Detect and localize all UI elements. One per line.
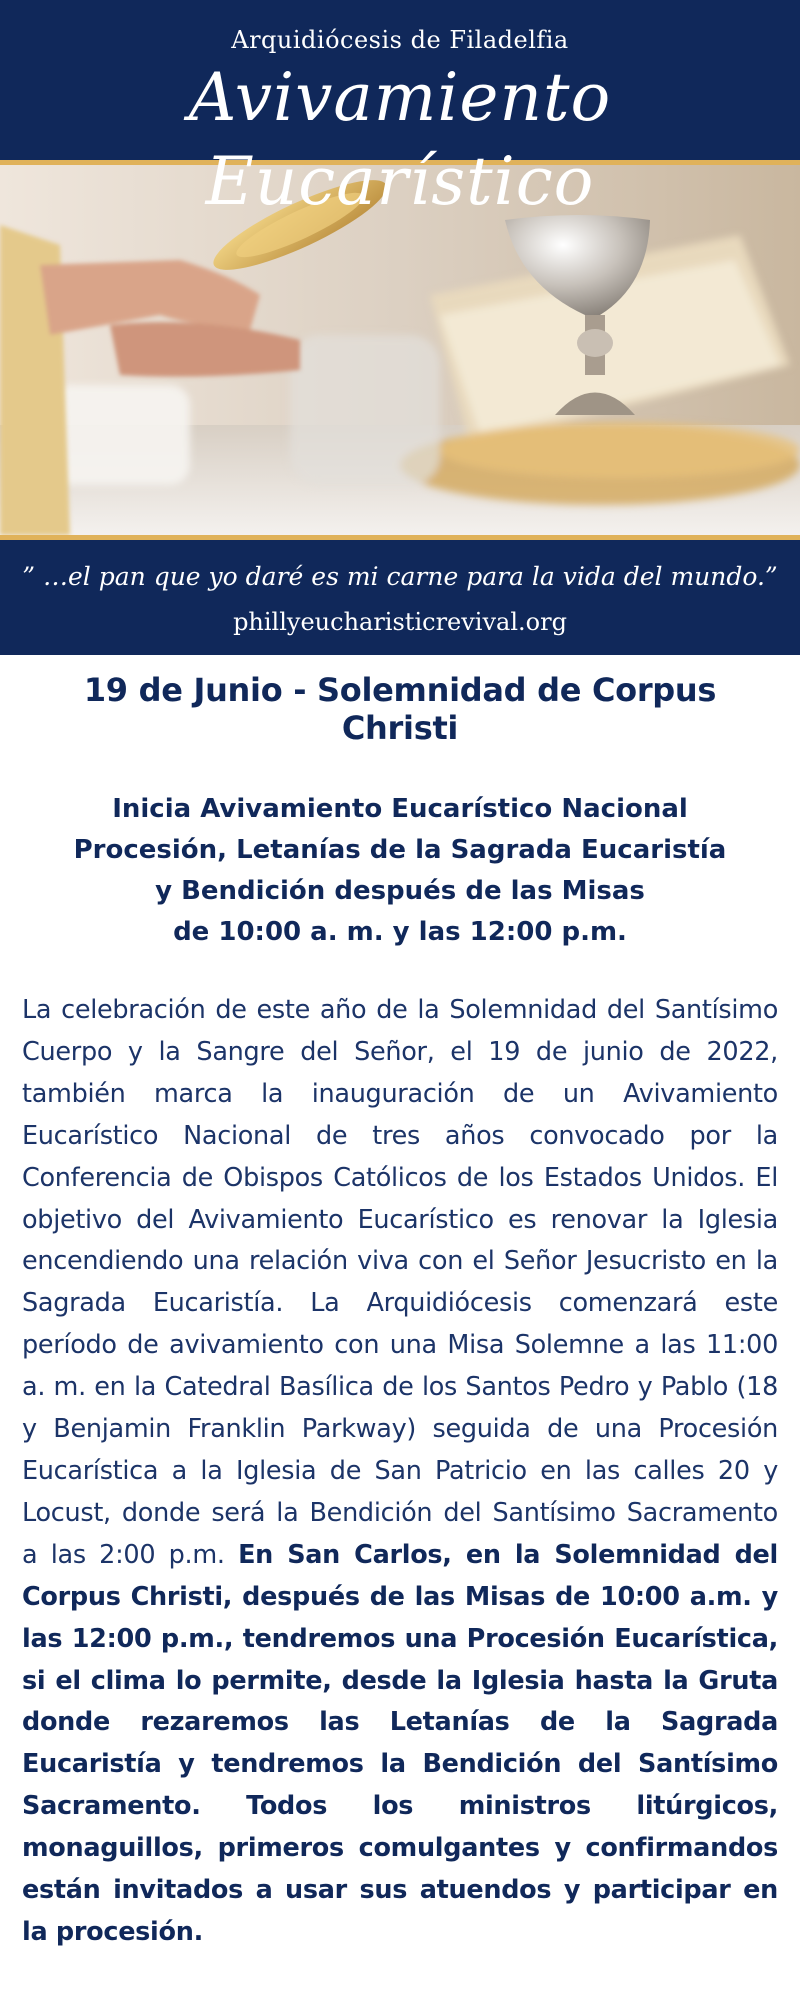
subhead-line: Inicia Avivamiento Eucarístico Nacional (112, 794, 688, 824)
body-regular-text: La celebración de este año de la Solemnidad del Santísimo Cuerpo y la Sangre del Señor, el 19 de junio de 2022, también marca la inauguración de un Avivamiento Eucarístico Nacional de tres años convocado por la Conferencia de Obispos Católicos de los Estados Unidos. El objetivo del Avivamiento Eucarístico es renovar la Iglesia encendiendo una relación viva con el Señor Jesucristo en la Sagrada Eucaristía. La Arquidiócesis comenzará este período de avivamiento con una Misa Solemne a las 11:00 a. m. en la Catedral Basílica de los Santos Pedro y Pablo (18 y Benjamin Franklin Parkway) seguida de una Procesión Eucarística a la Iglesia de San Patricio en las calles 20 y Locust, donde será la Bendición del Santísimo Sacramento a las 2:00 p.m. (22, 995, 778, 1570)
campaign-title: Avivamiento Eucarístico (188, 59, 612, 220)
event-subhead (22, 789, 778, 953)
event-title: 19 de Junio - Solemnidad de Corpus Christi (83, 671, 717, 747)
article-content (0, 671, 800, 1954)
header-banner (0, 0, 800, 220)
website-url: phillyeucharisticrevival.org (233, 608, 567, 636)
quote-band (0, 540, 800, 655)
body-paragraph (22, 990, 778, 1954)
scripture-quote: ” …el pan que yo daré es mi carne para la vida del mundo.” (22, 562, 778, 591)
body-bold-text: En San Carlos, en la Solemnidad del Corpus Christi, después de las Misas de 10:00 a.m. y las 12:00 p.m., tendremos una Procesión Eucarística, si el clima lo permite, desde la Iglesia hasta la Gruta donde rezaremos las Letanías de la Sagrada Eucaristía y tendremos la Bendición del Santísimo Sacramento. Todos los ministros litúrgicos, monaguillos, primeros comulgantes y confirmandos están invitados a usar sus atuendos y participar en la procesión. (22, 1539, 778, 1947)
subhead-line: de 10:00 a. m. y las 12:00 p.m. (173, 917, 627, 947)
diocese-name: Arquidiócesis de Filadelfia (231, 26, 569, 54)
subhead-line: Procesión, Letanías de la Sagrada Eucaristía (73, 835, 727, 865)
subhead-line: y Bendición después de las Misas (155, 876, 645, 906)
